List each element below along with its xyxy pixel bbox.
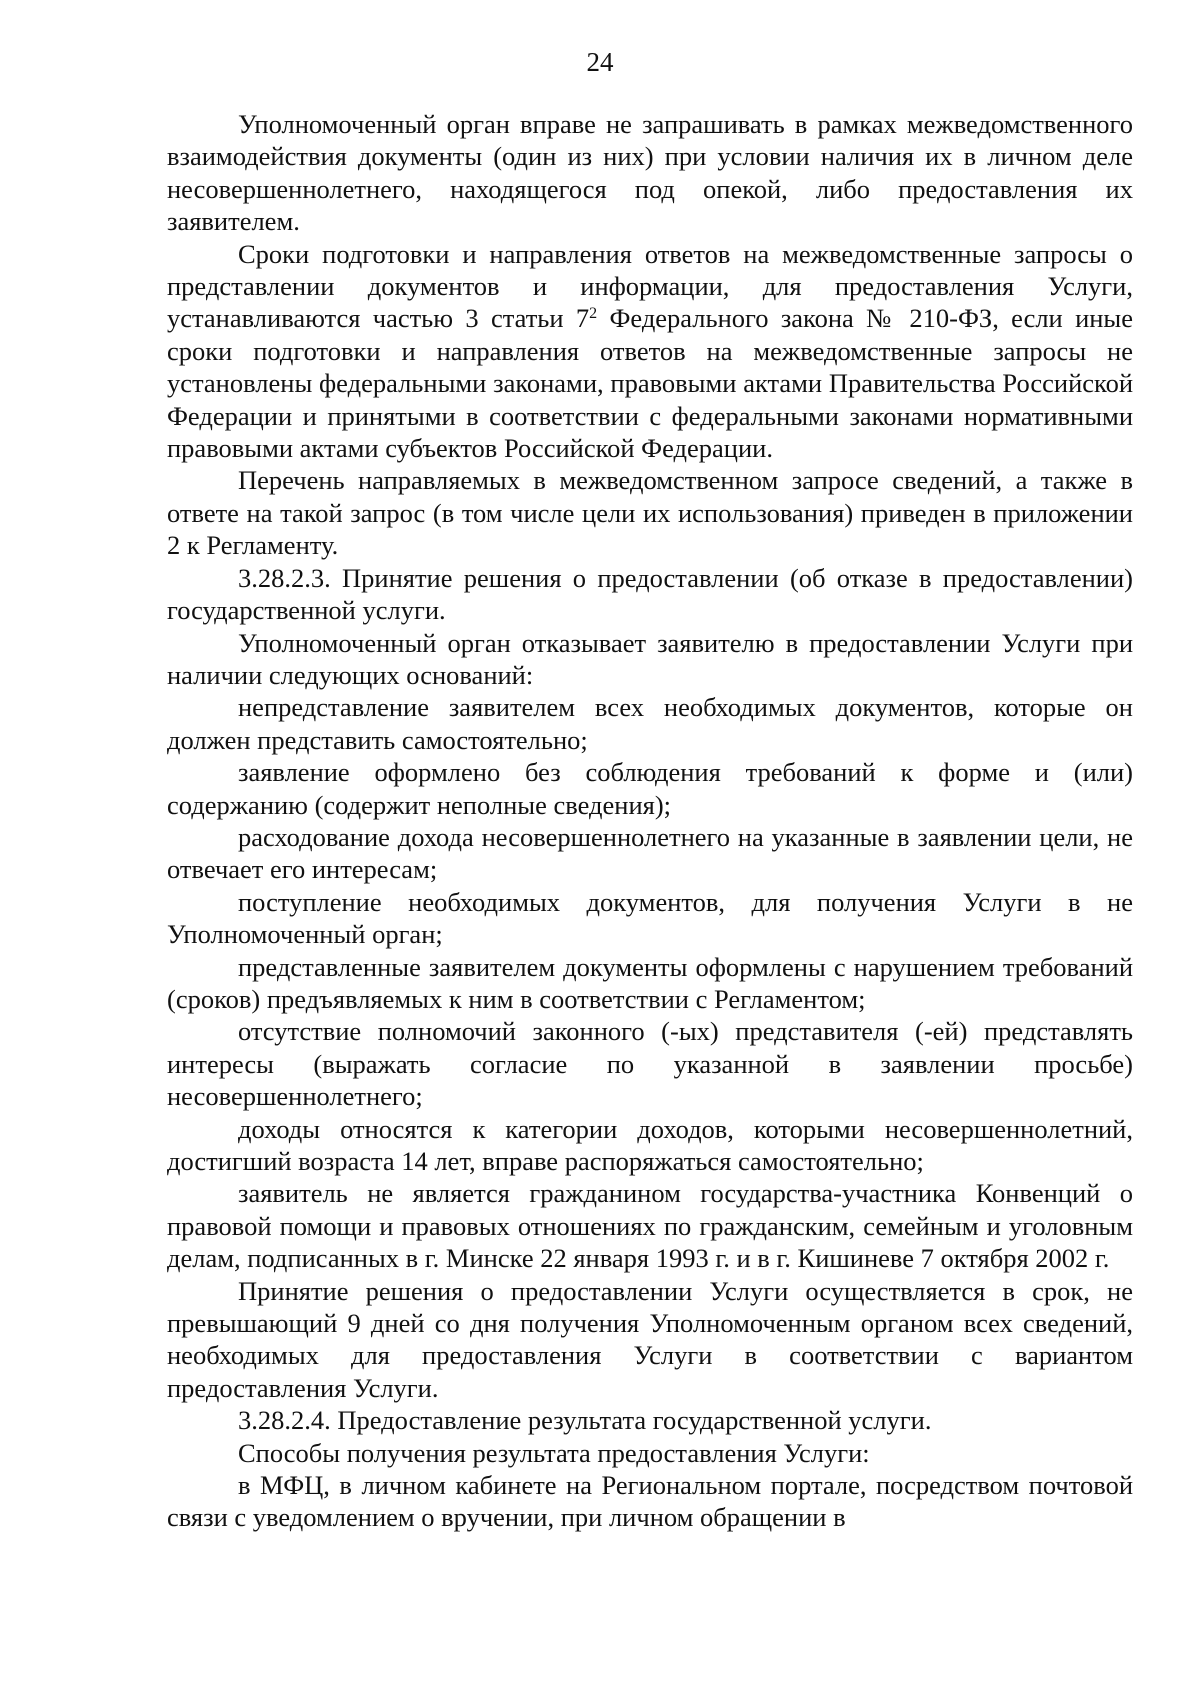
section-heading: 3.28.2.3. Принятие решения о предоставлении (об отказе в предоставлении) государственной услуги.: [167, 562, 1133, 626]
paragraph: Принятие решения о предоставлении Услуги осуществляется в срок, не превышающий 9 дней со дня получения Уполномоченным органом всех сведений, необходимых для предоставления Услуги в соответствии с вариантом предоставления Услуги.: [167, 1275, 1133, 1403]
list-item: заявитель не является гражданином государства-участника Конвенций о правовой помощи и правовых отношениях по гражданским, семейным и уголовным делам, подписанных в г. Минске 22 января 1993 г. и в г. Кишиневе 7 октября 2002 г.: [167, 1178, 1133, 1274]
paragraph: Перечень направляемых в межведомственном запросе сведений, а также в ответе на такой запрос (в том числе цели их использования) приведен в приложении 2 к Регламенту.: [167, 465, 1133, 561]
page-number: 24: [586, 47, 614, 77]
paragraph: в МФЦ, в личном кабинете на Региональном портале, посредством почтовой связи с уведомлением о вручении, при личном обращении в: [167, 1470, 1133, 1533]
list-item: отсутствие полномочий законного (-ых) представителя (-ей) представлять интересы (выражать согласие по указанной в заявлении просьбе) несовершеннолетнего;: [167, 1016, 1133, 1112]
paragraph-text: Федерального закона № 210-ФЗ, если иные сроки подготовки и направления ответов на межведомственные запросы не установлены федеральными законами, правовыми актами Правительства Российской Федерации и принятыми в соответствии с федеральными законами нормативными правовыми актами субъектов Российской Федерации.: [167, 303, 1133, 464]
list-item: непредставление заявителем всех необходимых документов, которые он должен представить самостоятельно;: [167, 692, 1133, 755]
list-item: поступление необходимых документов, для получения Услуги в не Уполномоченный орган;: [167, 886, 1133, 950]
list-item: доходы относятся к категории доходов, которыми несовершеннолетний, достигший возраста 14 лет, вправе распоряжаться самостоятельно;: [167, 1113, 1133, 1176]
paragraph-deadlines: [167, 238, 1133, 465]
superscript: 2: [589, 305, 598, 323]
section-heading: 3.28.2.4. Предоставление результата государственной услуги.: [238, 1405, 932, 1436]
list-item: представленные заявителем документы оформлены с нарушением требований (сроков) предъявляемых к ним в соответствии с Регламентом;: [167, 951, 1133, 1014]
list-item: расходование дохода несовершеннолетнего на указанные в заявлении цели, не отвечает его интересам;: [167, 821, 1133, 885]
document-body: [167, 108, 1133, 1534]
paragraph: Способы получения результата предоставления Услуги:: [238, 1437, 870, 1468]
list-item: заявление оформлено без соблюдения требований к форме и (или) содержанию (содержит неполные сведения);: [167, 757, 1133, 820]
paragraph: Уполномоченный орган отказывает заявителю в предоставлении Услуги при наличии следующих оснований:: [167, 627, 1133, 690]
paragraph: Уполномоченный орган вправе не запрашивать в рамках межведомственного взаимодействия документы (один из них) при условии наличия их в личном деле несовершеннолетнего, находящегося под опекой, либо предоставления их заявителем.: [167, 109, 1133, 237]
paragraph-text: Сроки подготовки и направления ответов на межведомственные запросы о представлении документов и информации, для предоставления Услуги, устанавливаются частью 3 статьи 7: [167, 238, 1133, 334]
